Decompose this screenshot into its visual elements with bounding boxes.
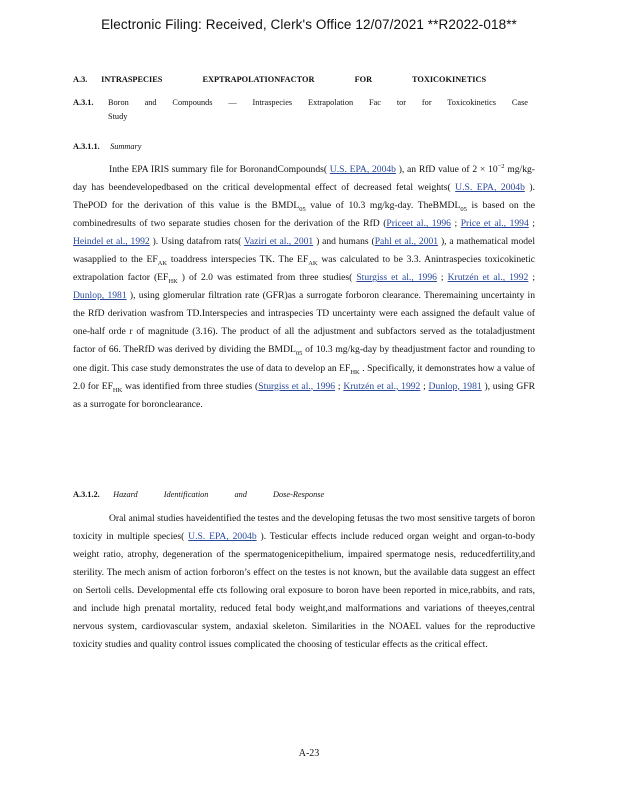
text: ; (450, 218, 461, 230)
text: ) of 2.0 was estimated from three studies( (177, 272, 357, 284)
citation-link[interactable]: Vaziri et al., 2001 (243, 236, 314, 248)
hazard-paragraph (73, 510, 535, 654)
citation-link[interactable]: Sturgiss et al., 1996 (356, 272, 437, 284)
section-title: Boron and Compounds — Intraspecies Extrapolation Fac tor for Toxicokinetics Case (108, 98, 528, 107)
citation-link[interactable]: Sturgiss et al., 1996 (258, 380, 336, 392)
section-a31-heading (73, 98, 535, 121)
section-a3-heading (73, 75, 486, 84)
citation-link[interactable]: Dunlop, 1981 (73, 290, 127, 302)
citation-link[interactable]: Heindel et al., 1992 (73, 236, 150, 248)
text: ; (528, 218, 535, 230)
text: of 10.3 mg/kg-day by theadjustment factor and rounding to one digit. This case study demonstrates the use of data to develop an EF (73, 344, 536, 374)
text: ), using glomerular filtration rate (GFR)as a surrogate forboron clearance. Theremaining uncertainty in the RfD derivation wasfrom TD.Interspecies and intraspecies TD uncertainty were each assigned the default value of one-half orde r of magnitude (3.16). The product of all the adjustment and subfactors served as the totaladjustment factor of 66. TheRfD was derived by dividing the BMDL (73, 290, 535, 356)
subscript: 05 (295, 350, 303, 358)
subscript: HK (168, 278, 178, 286)
subscript: 05 (299, 206, 306, 213)
text: toaddress interspecies TK. The EF (167, 254, 309, 266)
section-title: Hazard Identification and Dose-Response (113, 490, 325, 499)
text: ). Using datafrom rats( (149, 236, 244, 248)
text: ; (335, 380, 344, 392)
section-title: INTRASPECIES EXPTRAPOLATIONFACTOR FOR TOXICOKINETICS (101, 75, 487, 84)
superscript: −2 (497, 162, 505, 170)
citation-link[interactable]: Dunlop, 1981 (428, 380, 482, 392)
section-number: A.3.1. (73, 98, 94, 107)
text: ; (420, 380, 429, 392)
text: mg/kg-day has beendevelopedbased on the critical developmental effect of decreased fetal weights( (73, 164, 535, 194)
text: ). ThePOD for the derivation of this value is the BMDL (73, 182, 535, 212)
text: ), a mathematical model wasapplied to the EF (73, 236, 535, 266)
text: value of 10.3 mg/kg-day. TheBMDL (305, 200, 461, 212)
citation-link[interactable]: U.S. EPA, 2004b (188, 531, 257, 543)
text: is based on the combinedresults of two separate studies chosen for the derivation of the RfD ( (73, 200, 535, 230)
page-number: A-23 (298, 748, 320, 759)
section-title-continued: Study (108, 112, 128, 121)
section-number: A.3. (73, 75, 88, 84)
citation-link[interactable]: Krutzén et al., 1992 (447, 272, 529, 284)
summary-paragraph (73, 161, 535, 414)
section-number: A.3.1.1. (73, 142, 100, 151)
text: ; (528, 272, 535, 284)
text: Oral animal studies haveidentified the testes and the developing fetusas the two most sensitive targets of boron toxicity in multiple species( (73, 513, 535, 543)
text: ). Testicular effects include reduced organ weight and organ-to-body weight ratio, atrophy, degeneration of the spermatogenicepithelium, impaired spermatoge nesis, reducedfertility,and sterility. The mech anism of action forboron’s effect on the testes is not known, but the available data suggest an effect on Sertoli cells. Developmental effe cts following oral exposure to boron have been reported in mice,rabbits, and rats, and include high prenatal mortality, reduced fetal body weight,and malformations and variations of theeyes,central nervous system, cardiovascular system, andaxial skeleton. Similarities in the NOAEL values for the reproductive toxicity studies and quality control issues complicated the choosing of testicular effects as the critical effect. (73, 531, 535, 651)
citation-link[interactable]: U.S. EPA, 2004b (329, 164, 396, 175)
citation-link[interactable]: Pahl et al., 2001 (374, 236, 439, 248)
citation-link[interactable]: Krutzén et al., 1992 (343, 380, 421, 392)
citation-link[interactable]: U.S. EPA, 2004b (455, 182, 525, 194)
text: ) and humans ( (313, 236, 375, 248)
text: ), an RfD value of 2 × 10 (395, 164, 498, 175)
section-a312-heading (73, 490, 324, 499)
section-a311-heading (73, 142, 141, 151)
text: ), using GFR as a surrogate for boronclearance. (73, 380, 536, 410)
citation-link[interactable]: Priceet al., 1996 (386, 218, 451, 230)
text: was identified from three studies ( (122, 380, 259, 392)
subscript: 05 (460, 206, 467, 213)
citation-link[interactable]: Price et al., 1994 (460, 218, 529, 230)
subscript: HK (112, 386, 123, 394)
subscript: AK (157, 260, 168, 268)
text: Inthe EPA IRIS summary file for BoronandCompounds( (109, 164, 330, 175)
subscript: HK (350, 368, 360, 376)
text: ; (436, 272, 448, 284)
electronic-filing-header: Electronic Filing: Received, Clerk's Office 12/07/2021 **R2022-018** (101, 17, 517, 32)
subscript: AK (308, 260, 318, 268)
section-number: A.3.1.2. (73, 490, 100, 499)
text: was calculated to be 3.3. Anintraspecies toxicokinetic extrapolation factor (EF (73, 254, 535, 284)
section-title: Summary (110, 142, 142, 151)
text: . Specifically, it demonstrates how a value of 2.0 for EF (73, 362, 535, 392)
